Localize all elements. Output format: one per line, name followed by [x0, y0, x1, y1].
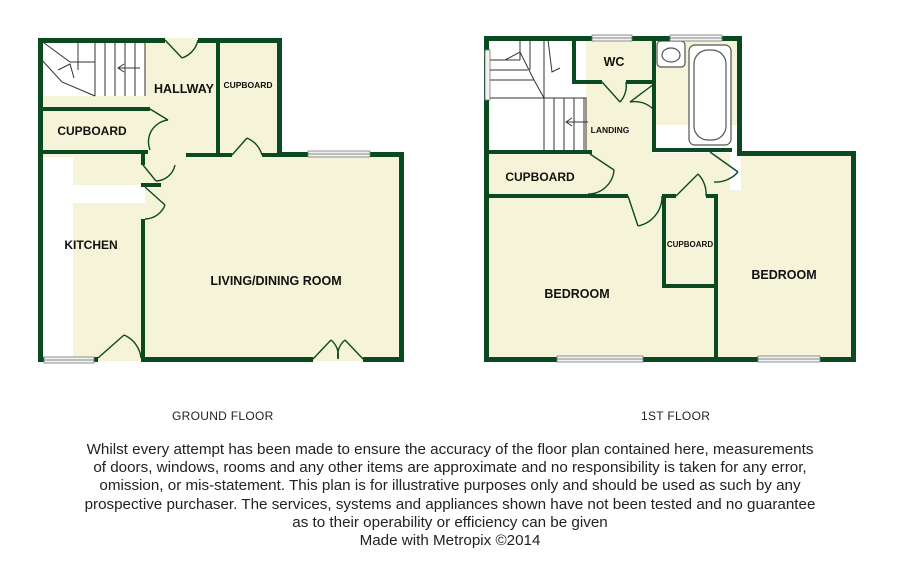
disclaimer-line: prospective purchaser. The services, systems and appliances shown have not been tested and no guarantee	[84, 495, 816, 513]
first-floor-plan	[484, 35, 856, 362]
bath-icon	[689, 45, 731, 145]
kitchen-worktop-top	[73, 185, 145, 203]
basin-icon	[657, 41, 685, 67]
credit-text: Made with Metropix ©2014	[359, 532, 541, 550]
room-label-kitchen: KITCHEN	[64, 238, 118, 252]
room-label-cupboard: CUPBOARD	[505, 170, 575, 184]
room-label-bedroom: BEDROOM	[544, 287, 610, 301]
room-label-cupboard: CUPBOARD	[57, 124, 127, 138]
room-label-landing: LANDING	[590, 125, 630, 135]
disclaimer-line: of doors, windows, rooms and any other items are approximate and no responsibility is taken for any error,	[93, 459, 807, 477]
disclaimer-line: Whilst every attempt has been made to ensure the accuracy of the floor plan contained here, measurements	[86, 441, 814, 458]
disclaimer-text	[10, 441, 890, 550]
room-label-bedroom: BEDROOM	[751, 268, 817, 282]
kitchen-worktop	[40, 157, 73, 358]
room-label-living-dining: LIVING/DINING ROOM	[210, 274, 342, 288]
room-label-wc: WC	[603, 55, 625, 69]
stair-arrow-icon	[40, 40, 145, 96]
disclaimer-line: omission, or mis-statement. This plan is for illustrative purposes only and should be used as such by any	[99, 477, 801, 495]
ground-floor-caption: GROUND FLOOR	[172, 409, 274, 423]
room-label-cupboard: CUPBOARD	[666, 240, 714, 249]
disclaimer-line: as to their operability or efficiency can be given	[292, 513, 608, 531]
first-floor-caption: 1ST FLOOR	[641, 409, 711, 423]
room-label-cupboard: CUPBOARD	[223, 80, 273, 90]
room-label-hallway: HALLWAY	[154, 82, 214, 96]
ground-floor-plan	[38, 38, 404, 363]
window-icon	[485, 50, 490, 100]
